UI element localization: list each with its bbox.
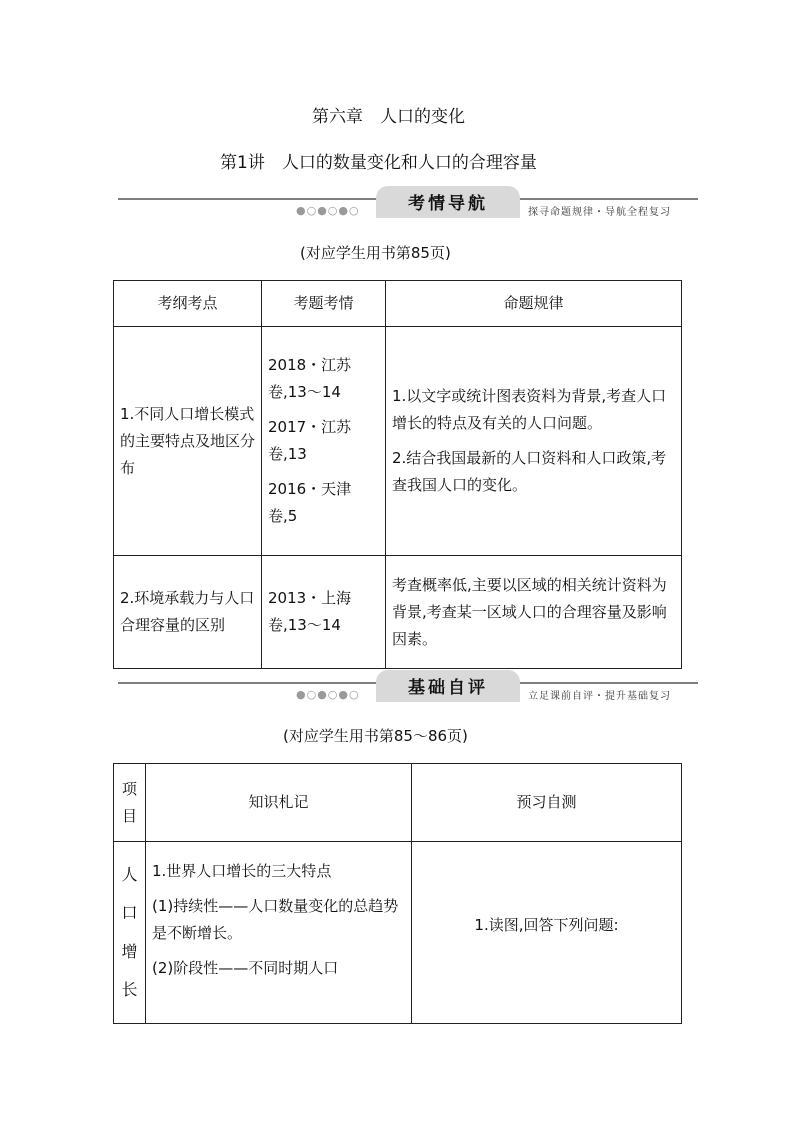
header-cell: 考题考情 (262, 281, 386, 327)
syllabus-point-cell: 2.环境承载力与人口合理容量的区别 (114, 556, 262, 669)
table-row (114, 327, 682, 556)
exam-info-cell (262, 556, 386, 669)
book-reference: (对应学生用书第85～86页) (283, 727, 468, 745)
exam-entry: 2018・江苏卷,13～14 (268, 356, 352, 401)
lesson-title: 第1讲 人口的数量变化和人口的合理容量 (220, 153, 537, 173)
book-reference: (对应学生用书第85页) (300, 244, 451, 262)
banner-tab: 基础自评 (376, 670, 520, 702)
banner-subtitle: 探寻命题规律・导航全程复习 (528, 207, 671, 218)
exam-table (113, 280, 682, 669)
table-row (114, 556, 682, 669)
rule-entry: 1.以文字或统计图表资料为背景,考查人口增长的特点及有关的人口问题。 (392, 387, 667, 432)
rule-entry: 2.结合我国最新的人口资料和人口政策,考查我国人口的变化。 (392, 449, 667, 494)
notes-cell (146, 842, 412, 1024)
header-cell: 知识札记 (146, 764, 412, 842)
header-cell: 考纲考点 (114, 281, 262, 327)
test-cell: 1.读图,回答下列问题: (412, 842, 682, 1024)
table-row (114, 842, 682, 1024)
rule-cell (386, 327, 682, 556)
header-cell: 预习自测 (412, 764, 682, 842)
table-header-row (114, 764, 682, 842)
note-entry: (1)持续性——人口数量变化的总趋势是不断增长。 (152, 897, 399, 942)
banner-subtitle: 立足课前自评・提升基础复习 (528, 691, 671, 702)
note-entry: (2)阶段性——不同时期人口 (152, 959, 339, 977)
exam-entry: 2017・江苏卷,13 (268, 418, 352, 463)
exam-entry: 2013・上海卷,13～14 (268, 589, 352, 634)
banner-dots-icon: ●○●○●○ (296, 204, 360, 217)
exam-info-cell (262, 327, 386, 556)
rule-cell (386, 556, 682, 669)
section-banner-exam-navigation (118, 186, 698, 226)
chapter-title: 第六章 人口的变化 (312, 107, 465, 127)
syllabus-point-cell: 1.不同人口增长模式的主要特点及地区分布 (114, 327, 262, 556)
note-entry: 1.世界人口增长的三大特点 (152, 862, 332, 880)
rule-entry: 考查概率低,主要以区域的相关统计资料为背景,考查某一区域人口的合理容量及影响因素。 (392, 575, 667, 648)
self-assessment-table (113, 763, 682, 1024)
header-cell: 项目 (114, 764, 146, 842)
header-cell: 命题规律 (386, 281, 682, 327)
banner-dots-icon: ●○●○●○ (296, 688, 360, 701)
section-banner-basic-self-assessment (118, 670, 698, 710)
exam-entry: 2016・天津卷,5 (268, 480, 352, 525)
table-header-row (114, 281, 682, 327)
item-cell: 人口增长 (114, 842, 146, 1024)
banner-tab: 考情导航 (376, 186, 520, 218)
